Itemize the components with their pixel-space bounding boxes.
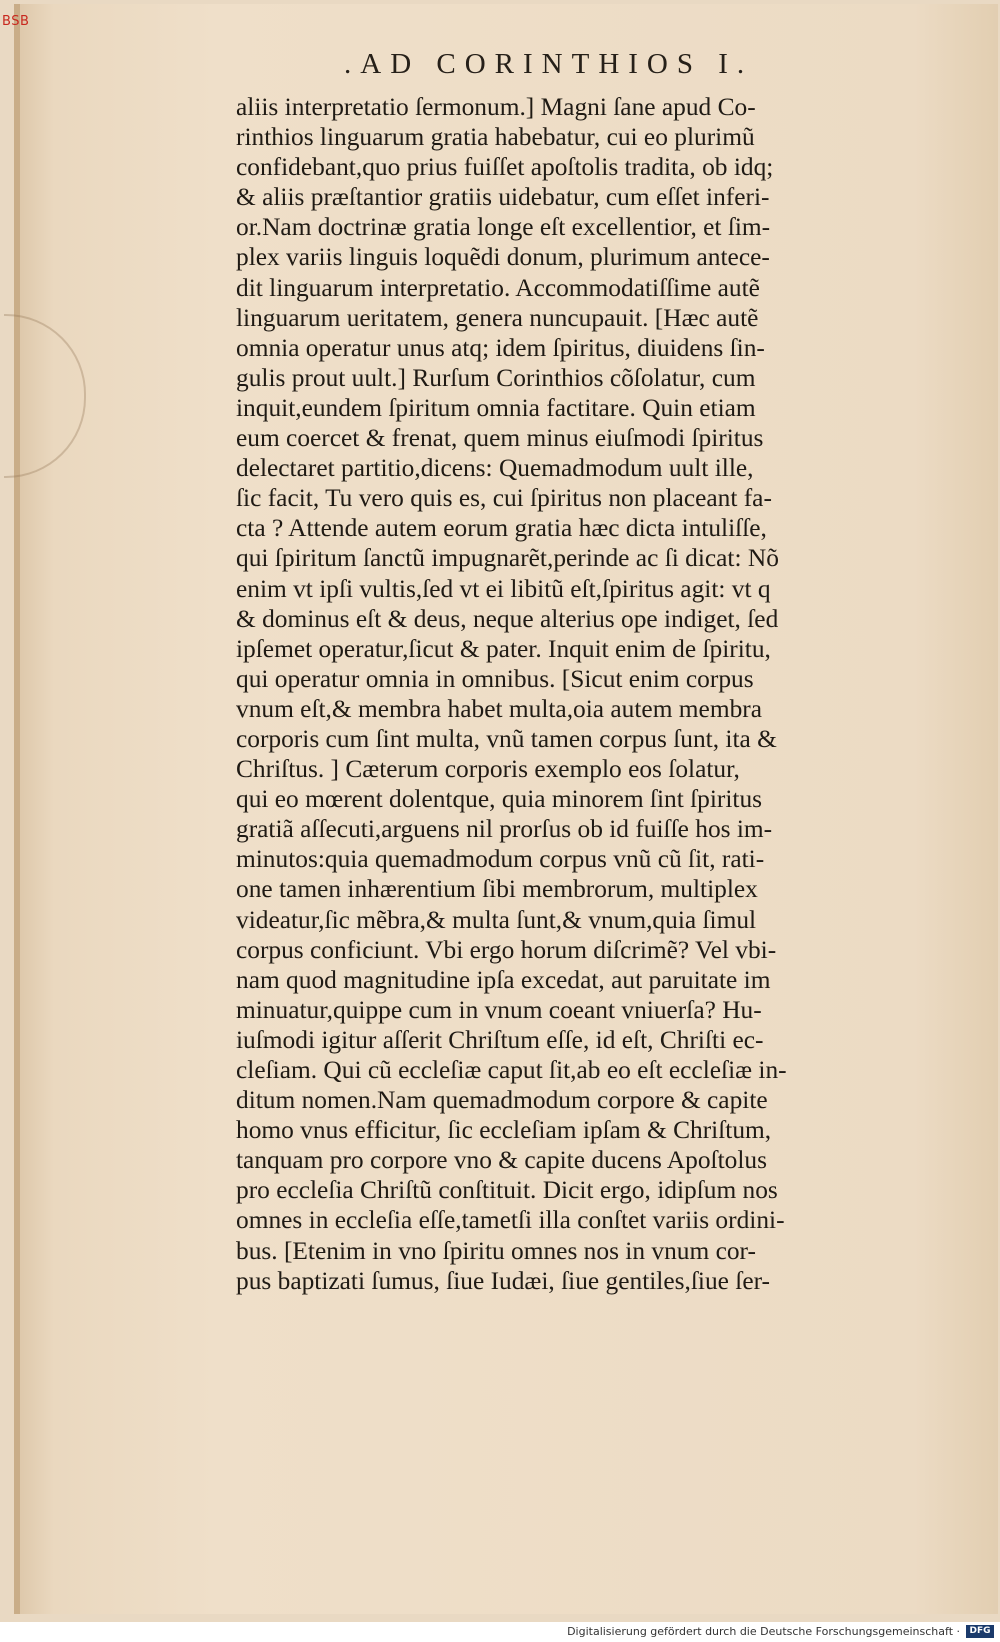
text-line: omnia operatur unus atq; idem ſpiritus, diuidens ſin- (236, 333, 765, 362)
text-line: & aliis præſtantior gratiis uidebatur, cum eſſet inferi- (236, 183, 770, 212)
text-line: enim vt ipſi vultis,ſed vt ei libitũ eſt,ſpiritus agit: vt q (236, 574, 771, 603)
text-line: iuſmodi igitur aſſerit Chriſtum eſſe, id eſt, Chriſti ec- (236, 1025, 764, 1054)
text-line: pus baptizati ſumus, ſiue Iudæi, ſiue gentiles,ſiue ſer- (236, 1266, 770, 1295)
text-line: qui operatur omnia in omnibus. [Sicut enim corpus (236, 664, 754, 693)
text-line: confidebant,quo prius fuiſſet apoſtolis tradita, ob idq; (236, 153, 774, 182)
page-gutter (14, 4, 20, 1614)
text-line: nam quod magnitudine ipſa excedat, aut paruitate im (236, 965, 771, 994)
dfg-logo: DFG (966, 1625, 994, 1638)
text-line: one tamen inhærentium ſibi membrorum, multiplex (236, 875, 758, 904)
text-line: qui eo mœrent dolentque, quia minorem ſint ſpiritus (236, 785, 763, 814)
book-page (14, 4, 998, 1614)
text-line: delectaret partitio,dicens: Quemadmodum uult ille, (236, 454, 754, 483)
funding-note: Digitalisierung gefördert durch die Deutsche Forschungsgemeinschaft · (567, 1625, 960, 1638)
text-line: Chriſtus. ] Cæterum corporis exemplo eos ſolatur, (236, 755, 740, 784)
text-line: cleſiam. Qui cũ eccleſiæ caput ſit,ab eo eſt eccleſiæ in- (236, 1056, 787, 1084)
text-line: corporis cum ſint multa, vnũ tamen corpus ſunt, ita & (236, 724, 777, 753)
text-line: homo vnus efficitur, ſic eccleſiam ipſam & Chriſtum, (236, 1116, 772, 1145)
library-stamp: BSB (2, 14, 30, 29)
text-line: minutos:quia quemadmodum corpus vnũ cũ ſit, rati- (236, 845, 765, 874)
text-line: cta ? Attende autem eorum gratia hæc dicta intuliſſe, (236, 514, 767, 543)
text-line: ditum nomen.Nam quemadmodum corpore & capite (236, 1086, 768, 1115)
text-line: ipſemet operatur,ſicut & pater. Inquit enim de ſpiritu, (236, 634, 771, 663)
text-line: plex variis linguis loquẽdi donum, plurimum antece- (236, 243, 770, 272)
text-line: eum coercet & frenat, quem minus eiuſmodi ſpiritus (236, 424, 764, 453)
text-line: vnum eſt,& membra habet multa,oia autem membra (236, 694, 762, 723)
text-line: bus. [Etenim in vno ſpiritu omnes nos in vnum cor- (236, 1236, 756, 1265)
footer-bar (0, 1622, 1000, 1642)
text-line: dit linguarum interpretatio. Accommodatiſſime autẽ (236, 273, 760, 302)
text-line: or.Nam doctrinæ gratia longe eſt excellentior, et ſim- (236, 213, 771, 242)
text-line: minuatur,quippe cum in vnum coeant vniuerſa? Hu- (236, 995, 762, 1024)
text-line: & dominus eſt & deus, neque alterius ope indiget, ſed (236, 604, 779, 633)
text-line: aliis interpretatio ſermonum.] Magni ſane apud Co- (236, 93, 756, 121)
text-line: tanquam pro corpore vno & capite ducens Apoſtolus (236, 1146, 767, 1175)
text-line: rinthios linguarum gratia habebatur, cui eo plurimũ (236, 123, 755, 152)
text-line: corpus conficiunt. Vbi ergo horum diſcrimẽ? Vel vbi- (236, 935, 777, 964)
text-line: gulis prout uult.] Rurſum Corinthios cõſolatur, cum (236, 363, 756, 392)
running-head: .AD CORINTHIOS I. (344, 48, 754, 80)
text-line: inquit,eundem ſpiritum omnia factitare. Quin etiam (236, 393, 756, 422)
body-text (236, 92, 916, 1296)
text-line: pro eccleſia Chriſtũ conſtituit. Dicit ergo, idipſum nos (236, 1176, 778, 1205)
text-line: omnes in eccleſia eſſe,tametſi illa conſtet variis ordini- (236, 1206, 785, 1235)
text-line: gratiã aſſecuti,arguens nil prorſus ob id fuiſſe hos im- (236, 815, 773, 844)
text-line: videatur,ſic mẽbra,& multa ſunt,& vnum,quia ſimul (236, 905, 757, 934)
clip-shadow (4, 314, 86, 478)
text-line: linguarum ueritatem, genera nuncupauit. [Hæc autẽ (236, 303, 759, 332)
text-line: ſic facit, Tu vero quis es, cui ſpiritus non placeant fa- (236, 484, 772, 513)
text-line: qui ſpiritum ſanctũ impugnarẽt,perinde ac ſi dicat: Nõ (236, 544, 779, 573)
